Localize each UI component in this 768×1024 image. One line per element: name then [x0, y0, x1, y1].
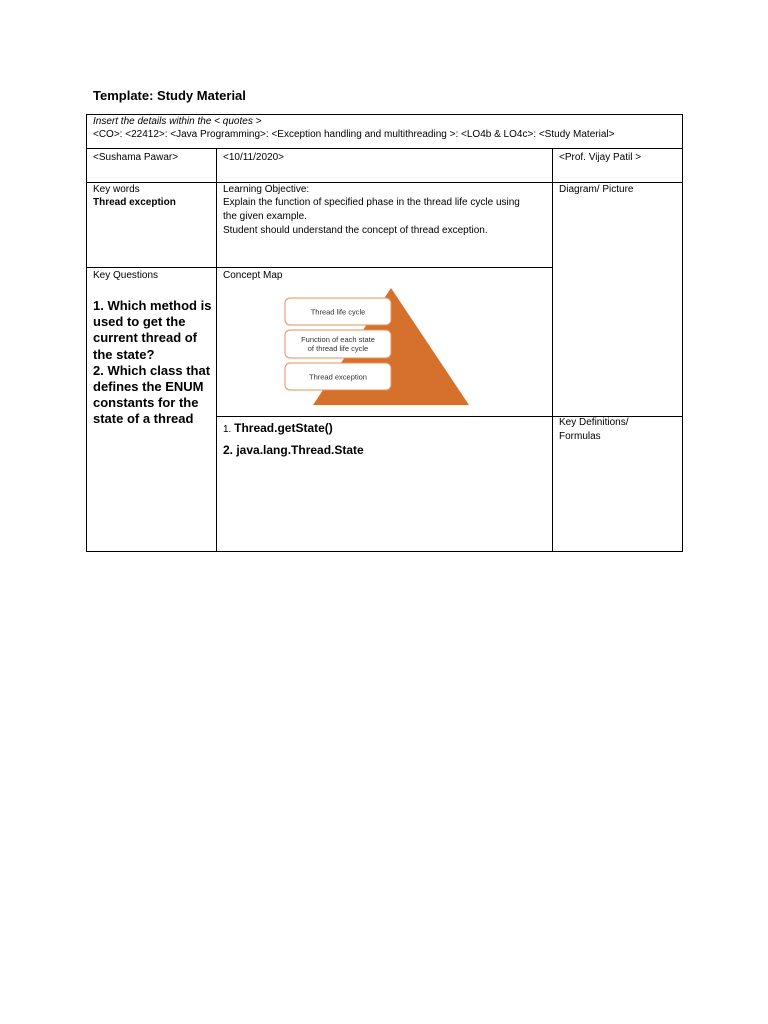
concept-box-thread-life-cycle [285, 298, 391, 325]
keywords-label: Key words [93, 184, 140, 195]
answer-line [223, 418, 364, 440]
concept-map-diagram [278, 284, 478, 412]
table-rule [86, 148, 683, 149]
question-line: the state? [93, 346, 155, 362]
concept-box-label: Thread life cycle [310, 307, 366, 317]
author-name: <Sushama Pawar> [93, 152, 179, 163]
table-rule [552, 148, 553, 552]
key-questions-label: Key Questions [93, 270, 159, 281]
concept-map-label: Concept Map [223, 270, 283, 281]
concept-box-thread-exception [285, 363, 391, 390]
table-border-bottom [86, 551, 683, 552]
table-rule [216, 148, 217, 552]
question-line: 1. Which method is [93, 298, 212, 313]
document-date: <10/11/2020> [223, 152, 284, 163]
key-definitions-label [559, 416, 628, 443]
document-title: Template: Study Material [93, 88, 246, 103]
question-line: defines the ENUM [93, 379, 204, 395]
question-line: current thread of [93, 330, 198, 346]
learning-objective-line: Student should understand the concept of thread exception. [223, 225, 488, 236]
learning-objective-line: Explain the function of specified phase in the thread life cycle using [223, 197, 520, 208]
concept-box-function-of-each-state [285, 330, 391, 358]
question-line: state of a thread [93, 411, 194, 427]
question-line: constants for the [93, 395, 199, 411]
answer-line: 2. java.lang.Thread.State [223, 443, 364, 457]
key-questions-list [93, 298, 211, 428]
answers-block [223, 418, 364, 460]
diagram-label: Diagram/ Picture [559, 184, 634, 195]
learning-objective-line: the given example. [223, 211, 307, 222]
concept-box-label: Function of each state [301, 335, 375, 344]
reviewer-name: <Prof. Vijay Patil > [559, 152, 642, 163]
answer-text: Thread.getState() [234, 421, 333, 435]
keywords-value: Thread exception [93, 197, 176, 208]
concept-box-label: of thread life cycle [307, 344, 369, 353]
key-definitions-label-line: Formulas [559, 430, 601, 442]
answer-number: 1. [223, 424, 235, 435]
header-codes: <CO>: <22412>: <Java Programming>: <Exception handling and multithreading >: <LO4b & LO4c>: <Study Material> [93, 129, 615, 140]
key-definitions-label-line: Key Definitions/ [559, 417, 629, 428]
table-border-right [682, 114, 683, 552]
question-line: used to get the [93, 314, 186, 330]
concept-box-label: Thread exception [309, 372, 367, 382]
question-line: 2. Which class that [93, 362, 211, 378]
table-border-left [86, 114, 87, 552]
header-instruction: Insert the details within the < quotes > [93, 116, 262, 127]
learning-objective-label: Learning Objective: [223, 184, 310, 195]
table-rule [86, 267, 553, 268]
